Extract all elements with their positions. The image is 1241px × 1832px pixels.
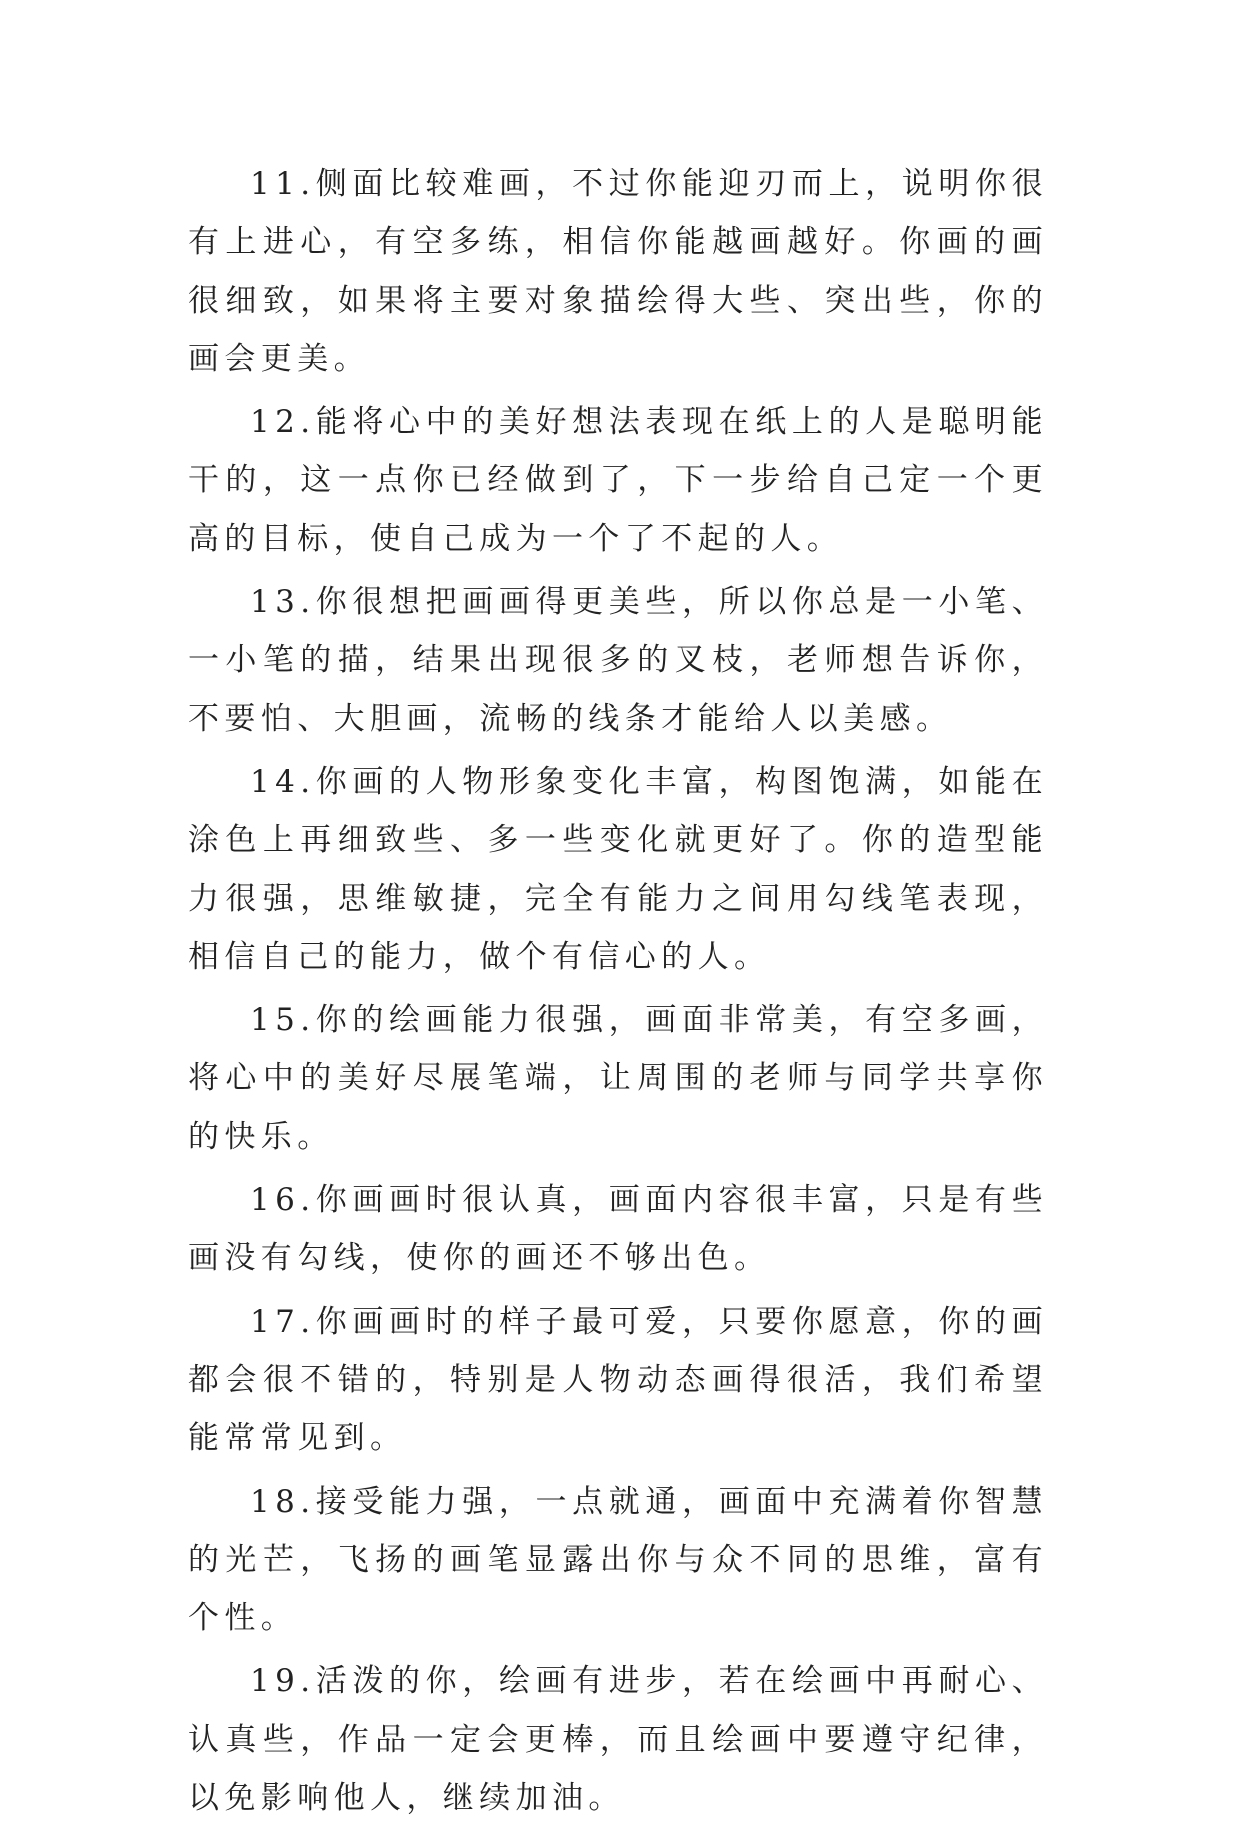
paragraph-13: 13.你很想把画画得更美些，所以你总是一小笔、一小笔的描，结果出现很多的叉枝，老师想告诉你，不要怕、大胆画，流畅的线条才能给人以美感。: [188, 584, 1048, 737]
paragraph-17: 17.你画画时的样子最可爱，只要你愿意，你的画都会很不错的，特别是人物动态画得很活，我们希望能常常见到。: [188, 1303, 1048, 1457]
paragraph-16: 16.你画画时很认真，画面内容很丰富，只是有些画没有勾线，使你的画还不够出色。: [188, 1182, 1048, 1277]
paragraph-19: 19.活泼的你，绘画有进步，若在绘画中再耐心、认真些，作品一定会更棒，而且绘画中要遵守纪律，以免影响他人，继续加油。: [188, 1663, 1048, 1817]
paragraph-11: 11.侧面比较难画，不过你能迎刃而上，说明你很有上进心，有空多练，相信你能越画越好。你画的画很细致，如果将主要对象描绘得大些、突出些，你的画会更美。: [188, 166, 1048, 377]
paragraph-14: 14.你画的人物形象变化丰富，构图饱满，如能在涂色上再细致些、多一些变化就更好了。你的造型能力很强，思维敏捷，完全有能力之间用勾线笔表现，相信自己的能力，做个有信心的人。: [188, 763, 1048, 975]
document-body: [188, 155, 1048, 1832]
paragraph-12: 12.能将心中的美好想法表现在纸上的人是聪明能干的，这一点你已经做到了，下一步给自己定一个更高的目标，使自己成为一个了不起的人。: [188, 404, 1048, 557]
paragraph-18: 18.接受能力强，一点就通，画面中充满着你智慧的光芒，飞扬的画笔显露出你与众不同的思维，富有个性。: [188, 1483, 1048, 1637]
paragraph-15: 15.你的绘画能力很强，画面非常美，有空多画，将心中的美好尽展笔端，让周围的老师与同学共享你的快乐。: [188, 1002, 1048, 1155]
